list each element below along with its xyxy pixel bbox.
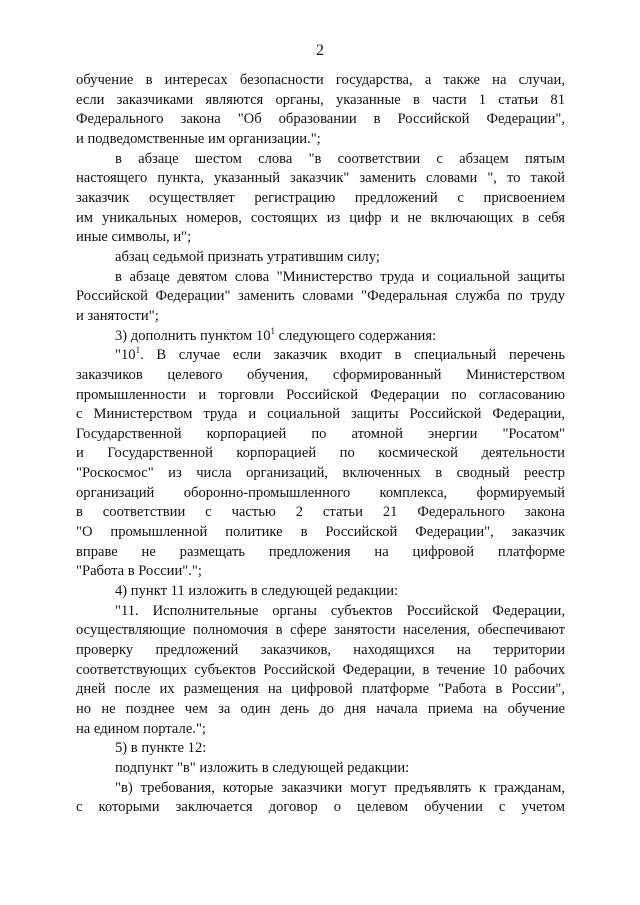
text-line: вправе не размещать предложения на цифровой платформе — [76, 543, 565, 560]
text-line: обучение в интересах безопасности государства, а также на случаи, — [76, 72, 565, 88]
text-line-part: следующего содержания: — [275, 327, 437, 344]
text-line: им уникальных номеров, состоящих из цифр и не включающих в себя — [76, 209, 565, 226]
text-line: "11. Исполнительные органы субъектов Российской Федерации, — [115, 602, 565, 619]
text-line: в соответствии с частью 2 статьи 21 Федерального закона — [76, 504, 565, 521]
text-line: но не позднее чем за один день до дня начала приема на обучение — [76, 701, 565, 717]
text-line: дней после их размещения на цифровой платформе "Работа в России", — [76, 681, 565, 698]
text-line: "в) требования, которые заказчики могут предъявлять к гражданам, — [115, 779, 565, 796]
text-line: на едином портале."; — [76, 720, 206, 737]
text-line: абзац седьмой признать утратившим силу; — [115, 248, 380, 265]
text-line: иные символы, и"; — [76, 229, 192, 246]
page-number: 2 — [316, 42, 324, 59]
text-line: и Государственной корпорацией по космической деятельности — [76, 445, 565, 462]
text-line: промышленности и торговли Российской Федерации по согласованию — [76, 386, 565, 403]
text-line: с которыми заключается договор о целевом обучении с учетом — [76, 799, 565, 816]
text-line: и подведомственные им организации."; — [76, 130, 321, 147]
text-line: и занятости"; — [76, 307, 159, 324]
text-line: настоящего пункта, указанный заказчик" заменить словами ", то такой — [76, 170, 565, 187]
text-line: проверку предложений заказчиков, находящихся на территории — [76, 642, 565, 659]
text-line: в абзаце девятом слова "Министерство труда и социальной защиты — [115, 268, 565, 285]
document-body — [76, 71, 565, 818]
text-line: если заказчиками являются органы, указанные в части 1 статьи 81 — [76, 91, 565, 108]
text-line: в абзаце шестом слова "в соответствии с абзацем пятым — [115, 150, 565, 167]
text-line: 5) в пункте 12: — [115, 740, 207, 757]
text-line: соответствующих субъектов Российской Федерации, в течение 10 рабочих — [76, 661, 565, 678]
text-line: "Роскосмос" из числа организаций, включенных в сводный реестр — [76, 465, 565, 482]
text-line: Российской Федерации" заменить словами "Федеральная служба по труду — [76, 288, 565, 305]
text-line: "Работа в России"."; — [76, 563, 202, 580]
text-line: осуществляющие полномочия в сфере занятости населения, обеспечивают — [76, 622, 565, 639]
text-line: подпункт "в" изложить в следующей редакции: — [115, 759, 410, 776]
text-line: организаций оборонно-промышленного комплекса, формируемый — [76, 484, 565, 501]
text-line: 4) пункт 11 изложить в следующей редакции: — [115, 583, 399, 600]
text-line: Федерального закона "Об образовании в Российской Федерации", — [76, 111, 565, 128]
text-line: заказчиков целевого обучения, сформированный Министерством — [76, 366, 565, 383]
text-line-part: "10 — [115, 347, 136, 364]
text-line — [76, 346, 565, 366]
text-line-part: . В случае если заказчик входит в специальный перечень — [140, 347, 565, 364]
text-line: "О промышленной политике в Российской Федерации", заказчик — [76, 524, 565, 541]
text-line: Государственной корпорацией по атомной энергии "Росатом" — [76, 425, 565, 442]
superscript: 1 — [135, 345, 141, 356]
text-line: заказчик осуществляет регистрацию предложений с присвоением — [76, 189, 565, 206]
superscript: 1 — [270, 325, 276, 336]
text-line-part: 3) дополнить пунктом 10 — [115, 327, 271, 344]
text-line: с Министерством труда и социальной защиты Российской Федерации, — [76, 406, 565, 423]
text-line — [76, 327, 565, 347]
